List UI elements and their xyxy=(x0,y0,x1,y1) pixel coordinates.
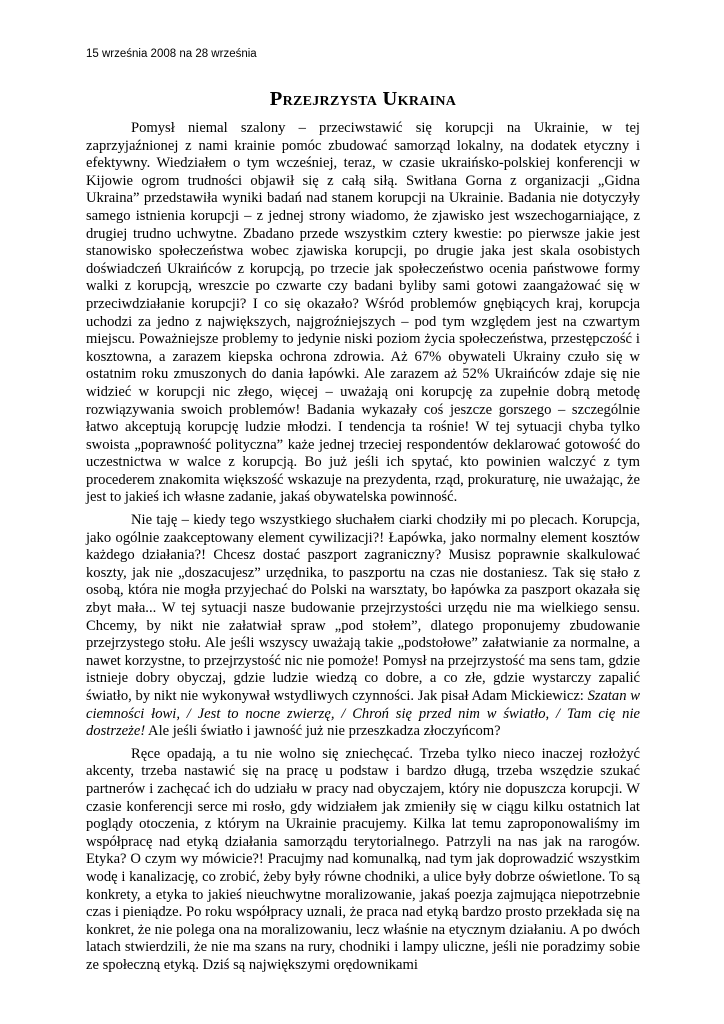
paragraph-3 xyxy=(86,746,640,975)
paragraph-2 xyxy=(86,512,640,741)
paragraph-3-text: Ręce opadają, a tu nie wolno się zniechęcać. Trzeba tylko nieco inaczej rozłożyć akcenty, trzeba nastawić się na pracę u podstaw i bardzo długą, trzeba wszędzie szukać partnerów i zachęcać ich do udziału w pracy nad obyczajem, który nie dopuszcza korupcji. W czasie konferencji serce mi rosło, gdy widziałem jak zmieniły się w ciągu kilku ostatnich lat poglądy otoczenia, z którym na Ukrainie pracujemy. Kilka lat temu zaproponowaliśmy im współpracę nad etyką działania samorządu terytorialnego. Patrzyli na nas jak na rarogów. Etyka? O czym wy mówicie?! Pracujmy nad komunalką, nad tym jak doprowadzić wszystkim wodę i kanalizację, co zrobić, żeby były równe chodniki, a ulice były dobrze oświetlone. To są konkrety, a etyka to jakieś nieuchwytne moralizowanie, jakaś poezja zajmująca niepotrzebnie czas i pieniądze. Po roku współpracy uznali, że praca nad etyką bardzo prosto przekłada się na konkret, że nie polega ona na moralizowaniu, lecz właśnie na etycznym działaniu. A po dwóch latach stwierdzili, że nie ma szans na rury, chodniki i lampy uliczne, jeśli nie poradzimy sobie ze społeczną etyką. Dziś są największymi orędownikami xyxy=(86,745,640,973)
paragraph-2-after-quote: Ale jeśli światło i jawność już nie przeszkadza złoczyńcom? xyxy=(145,723,501,740)
paragraph-1-text: Pomysł niemal szalony – przeciwstawić się korupcji na Ukrainie, w tej zaprzyjaźnionej z nami krainie pomóc zbudować samorząd lokalny, na dodatek etyczny i efektywny. Wiedziałem o tym wcześniej, teraz, w czasie ukraińsko-polskiej konferencji w Kijowie ogrom trudności objawił się z całą siłą. Switłana Gorna z organizacji „Gidna Ukraina” przedstawiła wyniki badań nad stanem korupcji na Ukrainie. Badania nie dotyczyły samego istnienia korupcji – z jednej strony wiadomo, że zjawisko jest wszechogarniające, z drugiej trudno uchwytne. Zbadano przede wszystkim cztery kwestie: po pierwsze jakie jest stanowisko społeczeństwa wobec zjawiska korupcji, po drugie jaka jest skala osobistych doświadczeń Ukraińców z korupcją, po trzecie jak społeczeństwo ocenia państwowe formy walki z korupcją, wreszcie po czwarte czy badani byliby sami gotowi zaangażować się w przeciwdziałanie korupcji? I co się okazało? Wśród problemów gnębiących kraj, korupcja uchodzi za jedno z największych, najgroźniejszych – pod tym względem jest na czwartym miejscu. Poważniejsze problemy to jedynie niski poziom życia społeczeństwa, przestępczość i kosztowna, a zarazem kiepska ochrona zdrowia. Aż 67% obywateli Ukrainy czuło się w ostatnim roku zmuszonych do dania łapówki. Ale zarazem aż 52% Ukraińców zdaje się nie widzieć w korupcji nic złego, więcej – uważają oni korupcję za zupełnie dobrą metodę rozwiązywania swoich problemów! Badania wykazały coś jeszcze gorszego – szczególnie łatwo akceptują korupcję ludzie młodzi. I tendencja ta rośnie! W tej sytuacji chyba tylko swoista „poprawność polityczna” każe jednej trzeciej respondentów deklarować gotowość do uczestnictwa w walce z korupcją. Bo już jeśli ich spytać, kto powinien walczyć z tym procederem znakomita większość wskazuje na prezydenta, rząd, prokuraturę, nie uważając, że jest to jakieś ich własne zadanie, jakaś obywatelska powinność. xyxy=(86,120,640,506)
mickiewicz-quote: Szatan w ciemności łowi, / Jest to nocne zwierzę, / Chroń się przed nim w światło, / Tam cię nie dostrzeże! xyxy=(86,688,640,740)
article-body xyxy=(86,120,640,980)
paragraph-1 xyxy=(86,120,640,507)
paragraph-2-text: Nie taję – kiedy tego wszystkiego słuchałem ciarki chodziły mi po plecach. Korupcja, jako ogólnie zaakceptowany element cywilizacji?! Łapówka, jako normalny element kosztów każdego działania?! Chcesz dostać paszport zagraniczny? Musisz poprawnie skalkulować koszty, jak nie „doszacujesz” urzędnika, to paszportu na czas nie dostaniesz. Tak się stało z osobą, która nie mogła przyjechać do Polski na warsztaty, bo łapówka za paszport okazała się zbyt mała... W tej sytuacji nasze budowanie przejrzystości urzędu nie ma wielkiego sensu. Chcemy, by nikt nie załatwiał spraw „pod stołem”, dlatego proponujemy zbudowanie przejrzystego stołu. Ale jeśli wszyscy uważają takie „podstołowe” załatwianie za normalne, a nawet korzystne, to przejrzystość nic nie pomoże! Pomysł na przejrzystość ma sens tam, gdzie istnieje dobry obyczaj, gdzie ludzie wiedzą co dobre, a co złe, gdzie wystarczy zapalić światło, by nikt nie wykonywał wstydliwych czynności. Jak pisał Adam Mickiewicz: xyxy=(86,512,640,704)
date-line: 15 września 2008 na 28 września xyxy=(86,48,257,60)
article-title: Przejrzysta Ukraina xyxy=(269,88,457,110)
